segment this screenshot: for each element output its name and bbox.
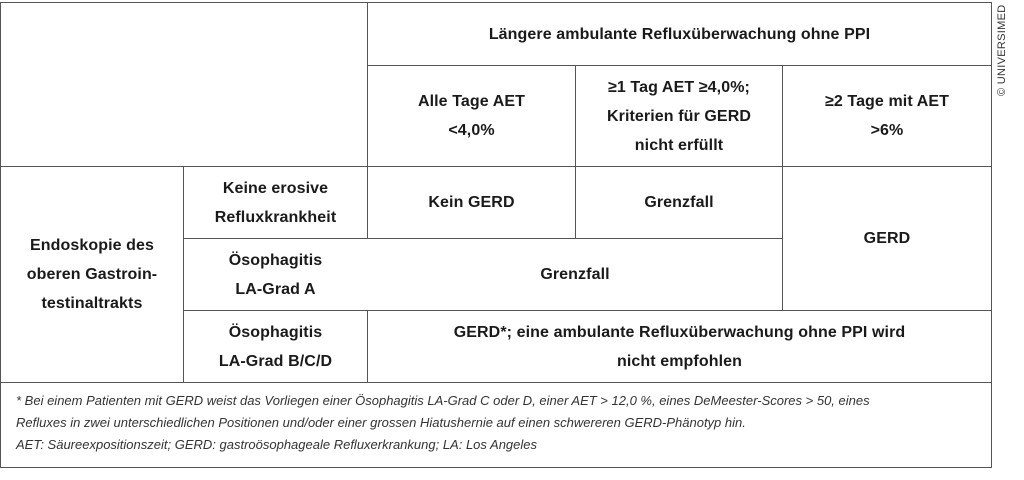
footnote-line-1: * Bei einem Patienten mit GERD weist das Vorliegen einer Ösophagitis LA-Grad C oder D, einer AET > 12,0 %, eines DeMeester-Scores > 50, eines xyxy=(16,393,870,408)
table-border-right xyxy=(991,2,992,468)
cell-grenzfall-row2: Grenzfall xyxy=(540,266,610,283)
cell-gerd-merged: GERD xyxy=(863,230,911,247)
row-label-la-grade-bcd: Ösophagitis LA-Grad B/C/D xyxy=(218,323,333,370)
footnote-abbreviations: AET: Säureexpositionszeit; GERD: gastroösophageale Refluxerkrankung; LA: Los Angeles xyxy=(16,437,538,452)
cell-kein-gerd: Kein GERD xyxy=(428,194,515,211)
row-label-non-erosive: Keine erosive Refluxkrankheit xyxy=(214,179,337,226)
header-col-all-days: Alle Tage AET <4,0% xyxy=(417,93,526,139)
header-col-one-day: ≥1 Tag AET ≥4,0%; Kriterien für GERD nicht erfüllt xyxy=(606,78,752,154)
table-border-bottom xyxy=(0,467,992,468)
row-group-label: Endoskopie des oberen Gastroin- testinaltrakts xyxy=(26,237,158,312)
header-span-title: Längere ambulante Refluxüberwachung ohne PPI xyxy=(488,25,871,43)
cell-gerd-no-monitoring: GERD*; eine ambulante Refluxüberwachung ohne PPI wird nicht empfohlen xyxy=(453,323,906,370)
footnote-line-2: Refluxes in zwei unterschiedlichen Positionen und/oder einer grossen Hiatushernie auf einen schwereren GERD-Phänotyp hin. xyxy=(16,415,746,430)
cell-grenzfall-row1: Grenzfall xyxy=(644,194,714,211)
table-body-bottom-line xyxy=(0,382,992,383)
row-label-la-grade-a: Ösophagitis LA-Grad A xyxy=(228,251,323,298)
header-col-two-days: ≥2 Tage mit AET >6% xyxy=(824,93,950,139)
footnotes xyxy=(16,390,984,456)
